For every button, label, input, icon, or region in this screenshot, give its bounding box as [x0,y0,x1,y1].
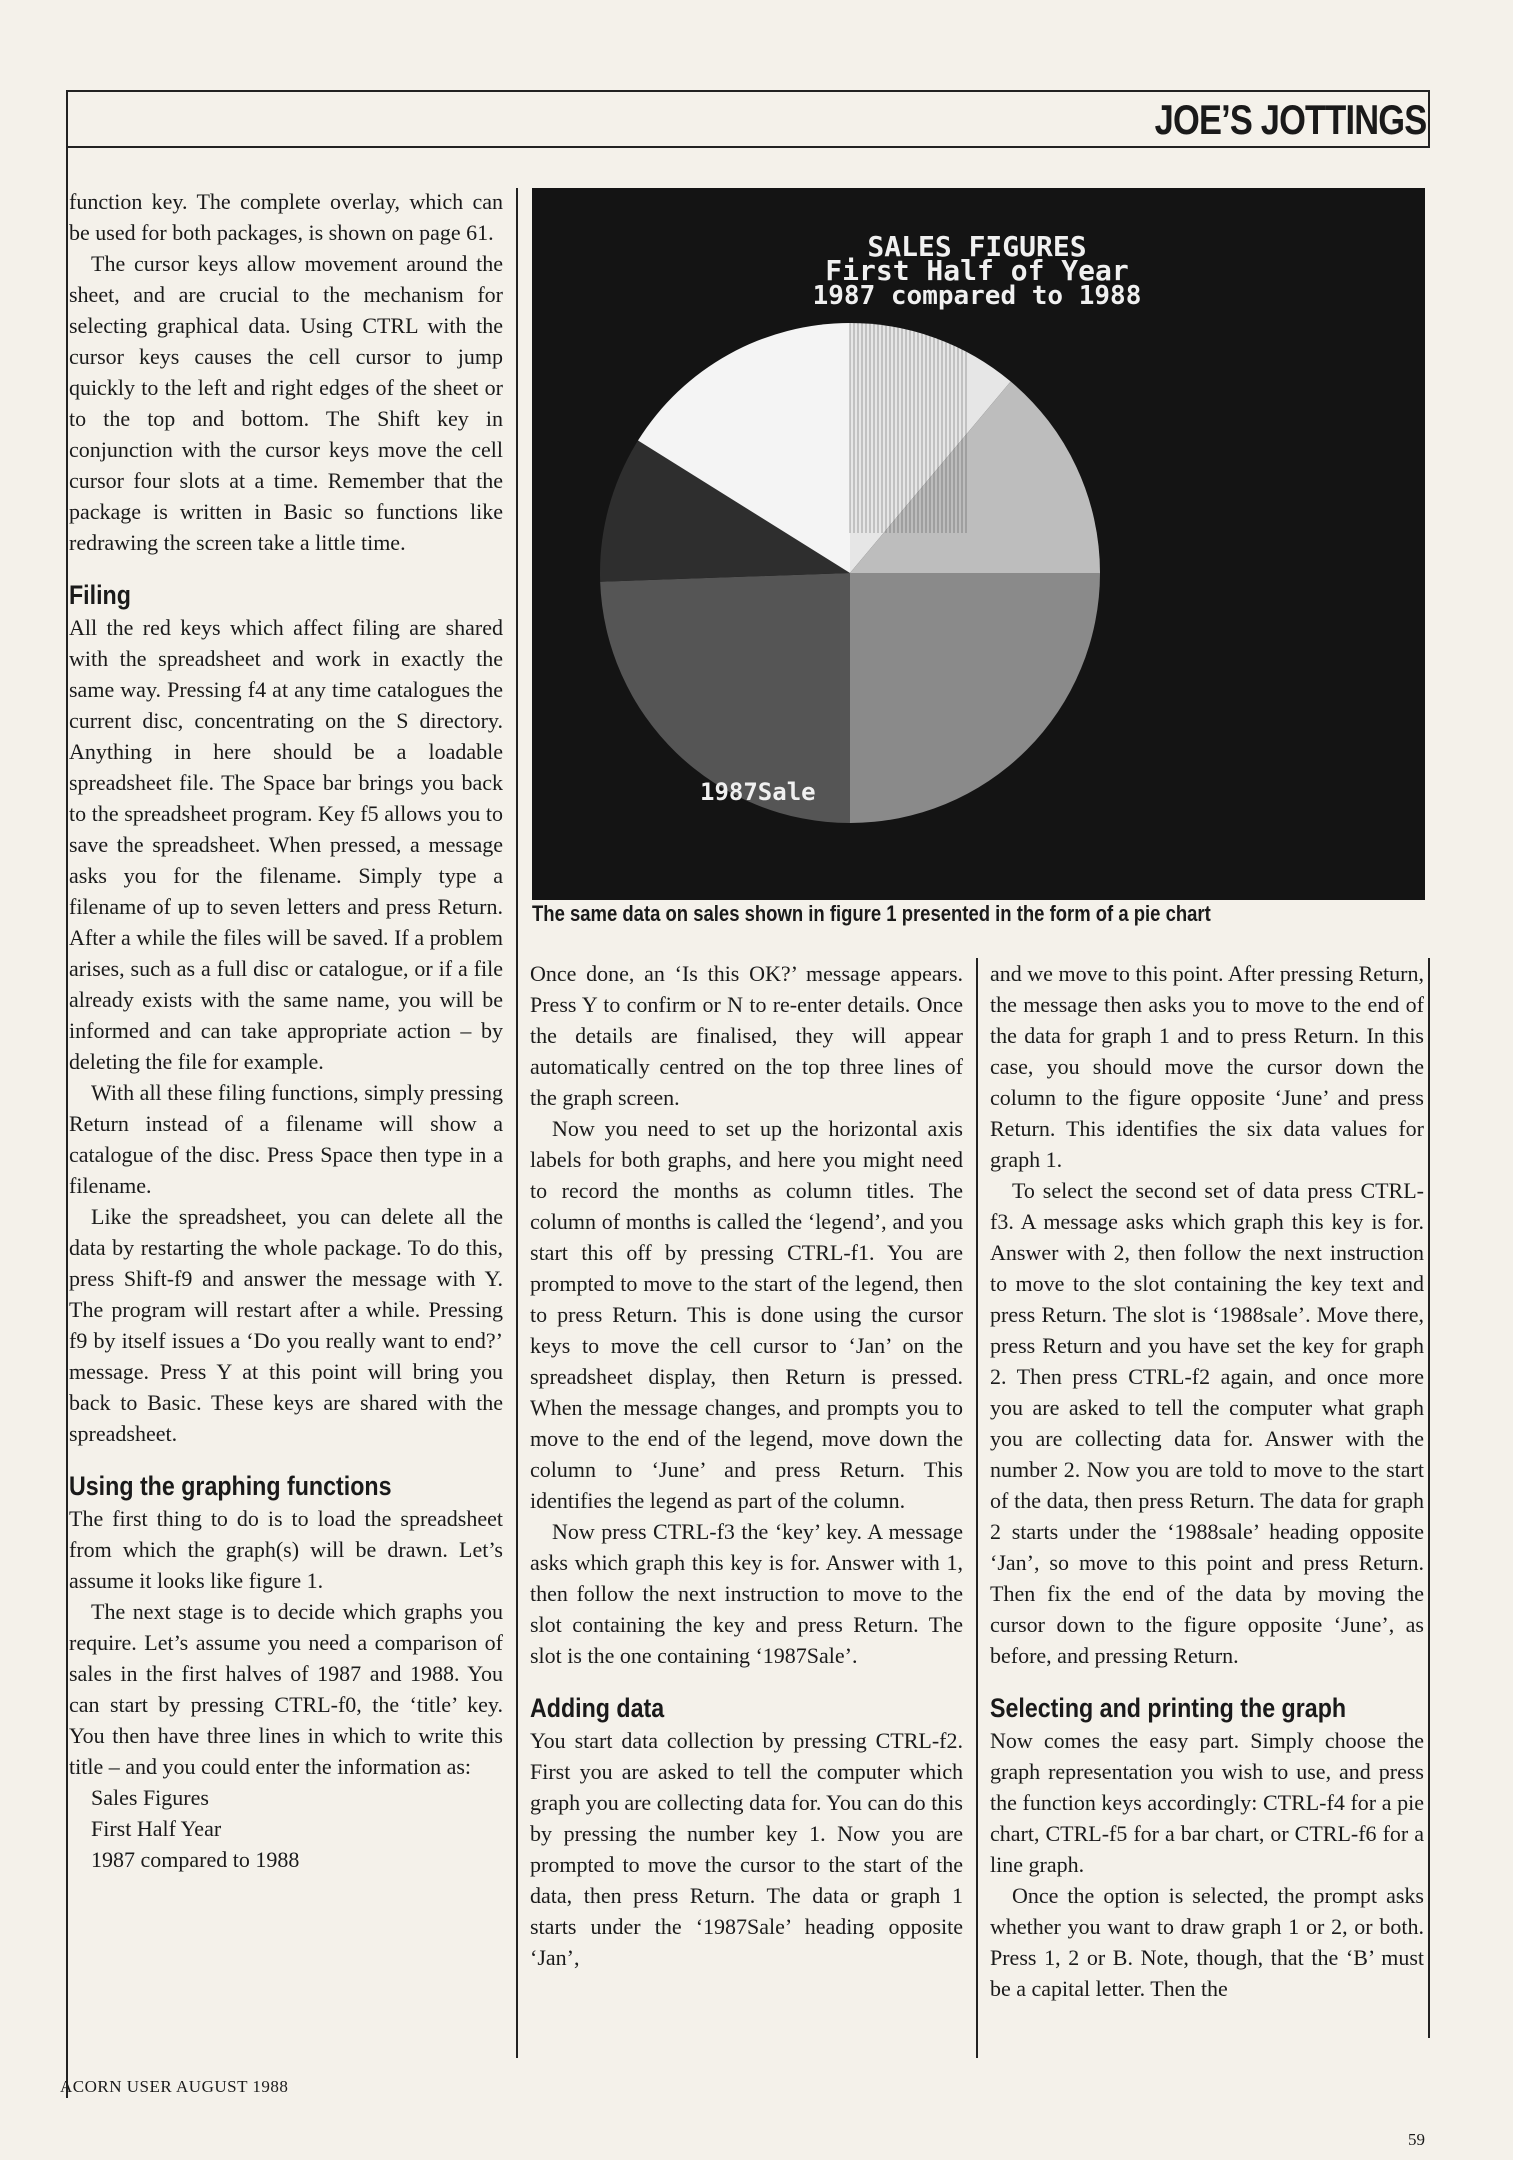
subheading-selecting: Selecting and printing the graph [990,1693,1347,1723]
screen-title-line: First Half of Year [825,254,1129,287]
paragraph: The next stage is to decide which graphs you require. Let’s assume you need a comparison of sales in the first halves of 1987 and 1988. You can start by pressing CTRL-f0, the ‘title’ key. You then have three lines in which to write this title – and you could enter the information as: [69,1599,503,1779]
subheading-filing: Filing [69,580,131,610]
paragraph: You start data collection by pressing CTRL-f2. First you are asked to tell the computer which graph you are collecting data for. You can do this by pressing the number key 1. Now you are prompted to move the cursor to the start of the data, then press Return. The data or graph 1 starts under the ‘1987Sale’ heading opposite ‘Jan’, [530,1728,963,1970]
column-3 [990,958,1424,2004]
page-number: 59 [1408,2130,1425,2149]
column-1 [69,186,503,1875]
paragraph: function key. The complete overlay, which can be used for both packages, is shown on page 61. [69,189,503,245]
pie-group [600,323,1100,823]
title-example-lines [69,1782,503,1875]
paragraph: Once the option is selected, the prompt asks whether you want to draw graph 1 or 2, or both. Press 1, 2 or B. Note, though, that the ‘B’ must be a capital letter. Then the [990,1883,1424,2001]
column-rule-3 [1428,958,1430,2038]
title-line: Sales Figures [91,1785,209,1810]
figure-caption: The same data on sales shown in figure 1 presented in the form of a pie chart [532,901,1211,926]
paragraph: Once done, an ‘Is this OK?’ message appears. Press Y to confirm or N to re-enter details. Once the details are finalised, they will appear automatically centred on the top three lines of the graph screen. [530,961,963,1110]
section-header: JOE’S JOTTINGS [1154,96,1426,143]
paragraph: Now comes the easy part. Simply choose the graph representation you wish to use, and press the function keys accordingly: CTRL-f4 for a pie chart, CTRL-f5 for a bar chart, or CTRL-f6 for a line graph. [990,1728,1424,1877]
header-rule [66,146,1430,148]
paragraph: The cursor keys allow movement around the sheet, and are crucial to the mechanism for selecting graphical data. Using CTRL with the cursor keys causes the cell cursor to jump quickly to the left and right edges of the sheet or to the top and bottom. The Shift key in conjunction with the cursor keys move the cell cursor four slots at a time. Remember that the package is written in Basic so functions like redrawing the screen take a little time. [69,251,503,555]
paragraph: With all these filing functions, simply pressing Return instead of a filename will show a catalogue of the disc. Press Space then type in a filename. [69,1080,503,1198]
paragraph: Like the spreadsheet, you can delete all the data by restarting the whole package. To do this, press Shift-f9 and answer the message with Y. The program will restart after a while. Pressing f9 by itself issues a ‘Do you really want to end?’ message. Press Y at this point will bring you back to Basic. These keys are shared with the spreadsheet. [69,1204,503,1446]
paragraph: Now you need to set up the horizontal axis labels for both graphs, and here you might need to record the months as column titles. The column of months is called the ‘legend’, and you start this off by pressing CTRL-f1. You are prompted to move to the start of the legend, then to press Return. This is done using the cursor keys to move the cell cursor to ‘Jan’ on the spreadsheet display, then Return is pressed. When the message changes, and prompts you to move to the end of the legend, move down the column to ‘June’ and press Return. This identifies the legend as part of the column. [530,1116,963,1513]
paragraph: All the red keys which affect filing are shared with the spreadsheet and work in exactly the same way. Pressing f4 at any time catalogues the current disc, concentrating on the S directory. Anything in here should be a loadable spreadsheet file. The Space bar brings you back to the spreadsheet program. Key f5 allows you to save the spreadsheet. When pressed, a message asks you for the filename. Simply type a filename of up to seven letters and press Return. After a while the files will be saved. If a problem arises, such as a full disc or catalogue, or if a file already exists with the same name, you will be informed and can take appropriate action – by deleting the file for example. [69,615,503,1074]
column-2 [530,958,963,1973]
screen-title-line: 1987 compared to 1988 [812,281,1142,311]
paragraph: To select the second set of data press CTRL-f3. A message asks which graph this key is for. Answer with 2, then follow the next instruction to move to the slot containing the key text and press Return. The slot is ‘1988sale’. Move there, press Return and you have set the key for graph 2. Then press CTRL-f2 again, and once more you are asked to tell the computer what graph you are collecting data for. Answer with the number 2. Now you are told to move to the start of the data, then press Return. The data for graph 2 starts under the ‘1988sale’ heading opposite ‘Jan’, so move to this point and press Return. Then fix the end of the data by moving the cursor down to the figure opposite ‘June’, as before, and pressing Return. [990,1178,1424,1668]
title-line: First Half Year [91,1816,222,1841]
subheading-graphing: Using the graphing functions [69,1471,392,1501]
screen-title-line: SALES FIGURES [867,230,1087,263]
column-rule-2 [976,958,978,2058]
frame-left-rule [66,90,68,2098]
paragraph: The first thing to do is to load the spreadsheet from which the graph(s) will be drawn. Let’s assume it looks like figure 1. [69,1506,503,1593]
footer-magazine-issue: ACORN USER AUGUST 1988 [60,2077,289,2096]
frame-top-rule [66,90,1428,92]
pie-slice [850,573,1100,823]
subheading-adding-data: Adding data [530,1693,665,1723]
paragraph: Now press CTRL-f3 the ‘key’ key. A message asks which graph this key is for. Answer with 1, then follow the next instruction to move to the slot containing the key and press Return. The slot is the one containing ‘1987Sale’. [530,1519,963,1668]
pie-legend-label: 1987Sale [700,778,816,806]
pie-chart-svg [532,188,1425,900]
title-line: 1987 compared to 1988 [91,1847,300,1872]
paragraph: and we move to this point. After pressing Return, the message then asks you to move to the end of the data for graph 1 and to press Return. In this case, you should move the cursor down the column to the figure opposite ‘June’ and press Return. This identifies the six data values for graph 1. [990,961,1424,1172]
pie-chart-screenshot [532,188,1425,900]
frame-right-rule [1428,90,1430,148]
column-rule-1 [516,188,518,2058]
